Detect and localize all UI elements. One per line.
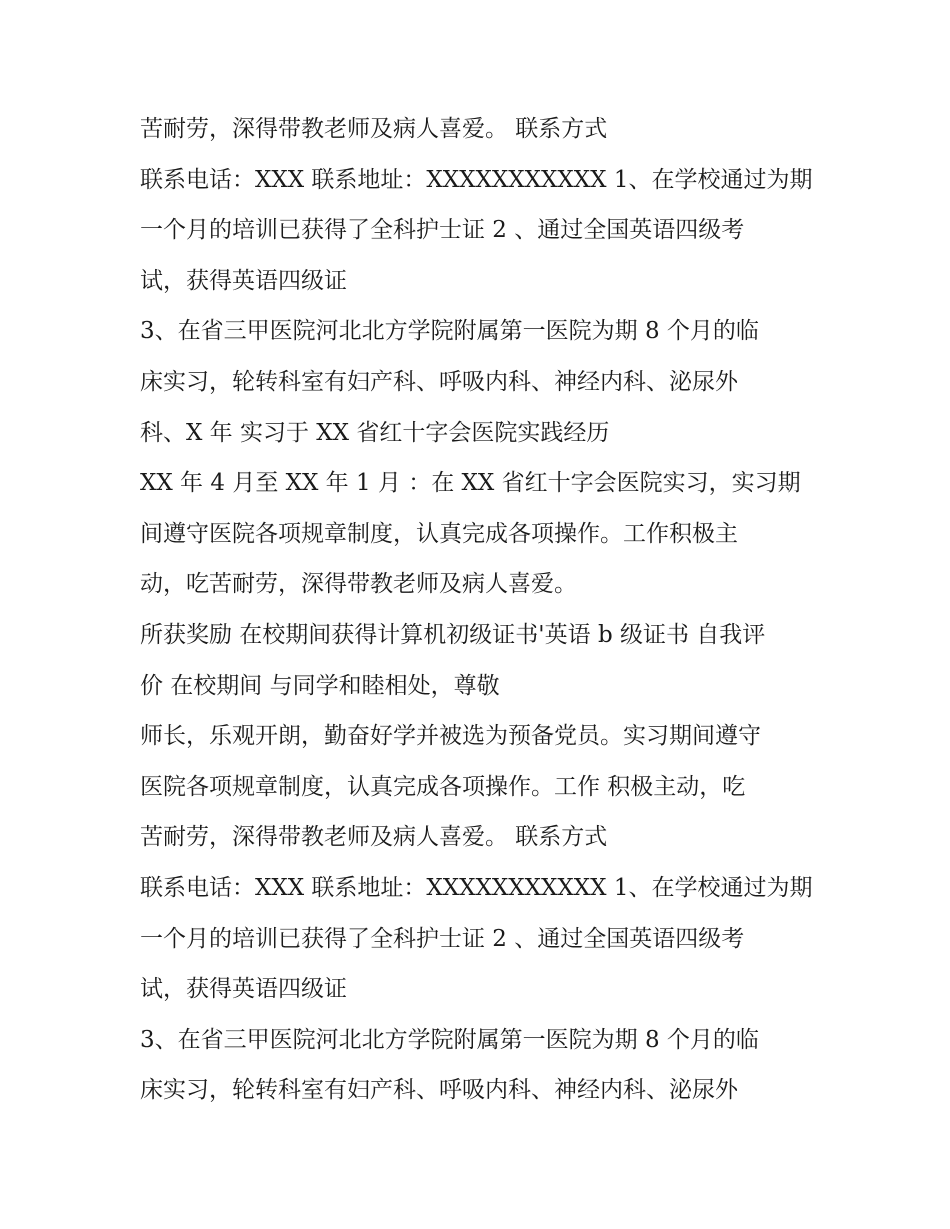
text-line: 试，获得英语四级证 — [140, 976, 347, 1003]
text-line: 苦耐劳，深得带教老师及病人喜爱。 联系方式 — [140, 824, 608, 851]
text-line: 一个月的培训已获得了全科护士证 2 、通过全国英语四级考 — [140, 925, 745, 952]
text-line: 师长，乐观开朗，勤奋好学并被选为预备党员。实习期间遵守 — [140, 723, 761, 750]
text-line: 所获奖励 在校期间获得计算机初级证书'英语 b 级证书 自我评 — [140, 621, 766, 648]
text-line: 一个月的培训已获得了全科护士证 2 、通过全国英语四级考 — [140, 217, 745, 244]
text-line: XX 年 4 月至 XX 年 1 月 ：在 XX 省红十字会医院实习，实习期 — [140, 470, 801, 497]
document-body — [140, 104, 820, 1116]
text-line: 科、X 年 实习于 XX 省红十字会医院实践经历 — [140, 419, 610, 446]
text-line: 3、在省三甲医院河北北方学院附属第一医院为期 8 个月的临 — [140, 1026, 759, 1053]
text-line: 苦耐劳，深得带教老师及病人喜爱。 联系方式 — [140, 116, 608, 142]
text-line: 3、在省三甲医院河北北方学院附属第一医院为期 8 个月的临 — [140, 318, 759, 345]
text-line: 价 在校期间 与同学和睦相处，尊敬 — [140, 672, 500, 699]
text-line: 联系电话：XXX 联系地址：XXXXXXXXXXX 1、在学校通过为期 — [140, 874, 813, 901]
text-line: 动，吃苦耐劳，深得带教老师及病人喜爱。 — [140, 571, 577, 598]
text-line: 试，获得英语四级证 — [140, 267, 347, 294]
text-line: 间遵守医院各项规章制度，认真完成各项操作。工作积极主 — [140, 520, 738, 547]
text-line: 联系电话：XXX 联系地址：XXXXXXXXXXX 1、在学校通过为期 — [140, 166, 813, 193]
text-line: 床实习，轮转科室有妇产科、呼吸内科、神经内科、泌尿外 — [140, 1077, 738, 1104]
text-line: 床实习，轮转科室有妇产科、呼吸内科、神经内科、泌尿外 — [140, 368, 738, 395]
text-line: 医院各项规章制度，认真完成各项操作。工作 积极主动，吃 — [140, 773, 746, 800]
